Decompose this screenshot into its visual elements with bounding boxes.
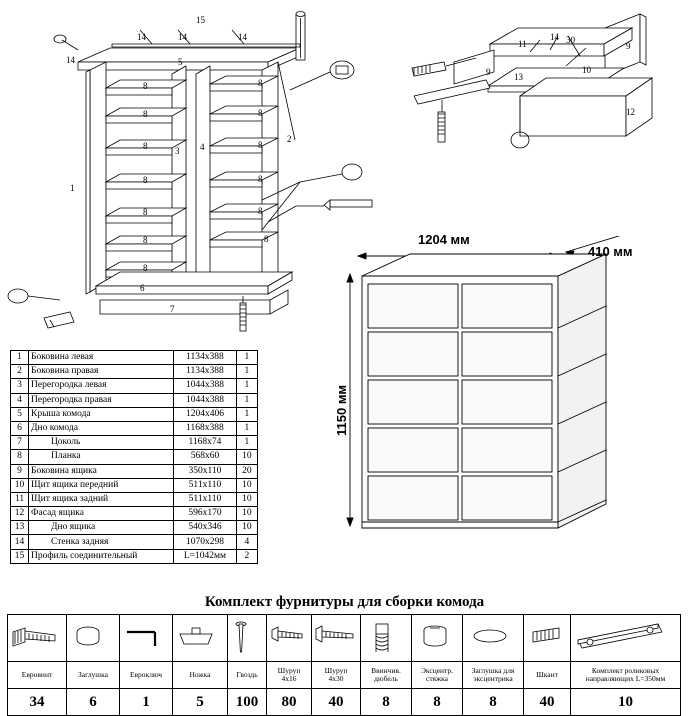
part-qty: 10: [236, 521, 257, 535]
hardware-name-sub: стяжка: [426, 674, 448, 683]
callout-b-10: 10: [582, 65, 591, 75]
part-no: 3: [11, 379, 29, 393]
hardware-qty: 40: [524, 689, 571, 716]
hardware-name-text: Комплект роликовых: [591, 665, 660, 675]
part-size: L=1042мм: [174, 549, 237, 563]
screw-4x30-icon-cell: [312, 615, 361, 662]
nail-icon-cell: [228, 615, 267, 662]
part-qty: 1: [236, 365, 257, 379]
part-name: Дно комода: [29, 421, 174, 435]
part-size: 1134х388: [174, 365, 237, 379]
callout-14-a: 14: [137, 32, 146, 42]
hardware-qty: 8: [412, 689, 463, 716]
part-size: 1070х298: [174, 535, 237, 549]
part-qty: 20: [236, 464, 257, 478]
table-row: [11, 549, 258, 563]
hardware-name-text: Заглушка для: [471, 665, 515, 675]
hardware-name-text: Заглушка: [78, 669, 108, 679]
hardware-name-text: Шуруп: [324, 665, 348, 675]
callout-14-b: 14: [178, 32, 187, 42]
callout-15: 15: [196, 15, 205, 25]
callout-1: 1: [70, 183, 75, 193]
hardware-name-text: Шуруп: [277, 665, 301, 675]
part-no: 13: [11, 521, 29, 535]
hardware-qty: 6: [67, 689, 120, 716]
part-qty: 10: [236, 492, 257, 506]
callout-b-11: 11: [518, 39, 527, 49]
part-name: Фасад ящика: [29, 507, 174, 521]
part-name: Щит ящика передний: [29, 478, 174, 492]
table-row: [11, 407, 258, 421]
dresser-dimensioned-view: [334, 232, 680, 556]
callout-8-12: 8: [264, 234, 269, 244]
table-row: [11, 436, 258, 450]
part-no: 8: [11, 450, 29, 464]
hardware-name-text: Евровинт: [21, 669, 53, 679]
table-row: [11, 521, 258, 535]
callout-6: 6: [140, 283, 145, 293]
hardware-name-sub: эксцентрика: [473, 674, 513, 683]
part-no: 2: [11, 365, 29, 379]
hardware-kit-table: [7, 614, 681, 716]
part-name: Профиль соединительный: [29, 549, 174, 563]
part-qty: 1: [236, 436, 257, 450]
callout-b-14: 14: [550, 32, 559, 42]
part-no: 9: [11, 464, 29, 478]
eccentric-tie-icon-cell: [412, 615, 463, 662]
callout-8-9: 8: [143, 207, 148, 217]
part-name: Перегородка левая: [29, 379, 174, 393]
callout-5: 5: [178, 57, 183, 67]
callout-b-13: 13: [514, 72, 523, 82]
part-name: Боковина левая: [29, 351, 174, 365]
part-size: 1168х388: [174, 421, 237, 435]
hardware-qty: 5: [173, 689, 228, 716]
part-no: 6: [11, 421, 29, 435]
hardware-name: [67, 662, 120, 689]
part-qty: 1: [236, 407, 257, 421]
hardware-kit-title: Комплект фурнитуры для сборки комода: [204, 594, 485, 610]
hardware-qty-row: [8, 689, 681, 716]
hardware-name: [412, 662, 463, 689]
hardware-name-sub: 4х30: [328, 674, 344, 683]
part-name: Дно ящика: [29, 521, 174, 535]
part-size: 596х170: [174, 507, 237, 521]
hardware-qty: 1: [120, 689, 173, 716]
dim-height-label: 1150 мм: [334, 384, 349, 436]
exploded-view-drawer: [390, 0, 689, 160]
callout-2: 2: [287, 134, 292, 144]
part-size: 1044х388: [174, 379, 237, 393]
callout-7: 7: [170, 304, 175, 314]
dim-depth-label: 410 мм: [588, 244, 633, 259]
part-no: 11: [11, 492, 29, 506]
dowel-icon-cell: [524, 615, 571, 662]
hardware-name-sub: дюбель: [374, 674, 398, 683]
table-row: [11, 421, 258, 435]
hardware-name: [361, 662, 412, 689]
hardware-name-sub: направляющих L=350мм: [585, 674, 666, 683]
part-size: 1204х406: [174, 407, 237, 421]
part-name: Боковина ящика: [29, 464, 174, 478]
table-row: [11, 351, 258, 365]
part-no: 12: [11, 507, 29, 521]
part-name: Цоколь: [29, 436, 174, 450]
part-qty: 1: [236, 351, 257, 365]
part-qty: 1: [236, 379, 257, 393]
hardware-qty: 80: [267, 689, 312, 716]
table-row: [11, 450, 258, 464]
part-no: 15: [11, 549, 29, 563]
part-no: 1: [11, 351, 29, 365]
table-row: [11, 535, 258, 549]
exploded-view-carcass: [0, 0, 380, 345]
callout-8-6: 8: [258, 140, 263, 150]
table-row: [11, 393, 258, 407]
part-no: 7: [11, 436, 29, 450]
callout-8-2: 8: [258, 78, 263, 88]
roller-guides-icon-cell: [571, 615, 681, 662]
callout-8-11: 8: [143, 235, 148, 245]
callout-8-4: 8: [258, 108, 263, 118]
hardware-name-text: Шкант: [536, 669, 558, 679]
hardware-name-text: Ввинчив.: [371, 665, 401, 675]
callout-14-d: 14: [66, 55, 75, 65]
callout-3: 3: [175, 146, 180, 156]
hardware-name: [173, 662, 228, 689]
hardware-name: [8, 662, 67, 689]
part-name: Перегородка правая: [29, 393, 174, 407]
callout-4: 4: [200, 142, 205, 152]
table-row: [11, 507, 258, 521]
hardware-name: [120, 662, 173, 689]
part-name: Боковина правая: [29, 365, 174, 379]
part-qty: 4: [236, 535, 257, 549]
hardware-name: [463, 662, 524, 689]
callout-8-5: 8: [143, 141, 148, 151]
callout-8-10: 8: [258, 206, 263, 216]
hardware-name: [228, 662, 267, 689]
screw-in-dowel-icon-cell: [361, 615, 412, 662]
part-size: 1044х388: [174, 393, 237, 407]
parts-list-body: [11, 351, 258, 564]
part-no: 4: [11, 393, 29, 407]
callout-8-13: 8: [143, 263, 148, 273]
part-name: Щит ящика задний: [29, 492, 174, 506]
part-size: 350х110: [174, 464, 237, 478]
callout-8-1: 8: [143, 81, 148, 91]
hardware-names-row: [8, 662, 681, 689]
hardware-qty: 40: [312, 689, 361, 716]
hardware-name: [571, 662, 681, 689]
hardware-qty: 34: [8, 689, 67, 716]
hardware-name-text: Ножка: [189, 669, 211, 679]
part-no: 10: [11, 478, 29, 492]
leg-icon-cell: [173, 615, 228, 662]
part-no: 5: [11, 407, 29, 421]
part-size: 1168х74: [174, 436, 237, 450]
part-qty: 10: [236, 478, 257, 492]
hardware-qty: 100: [228, 689, 267, 716]
hardware-qty: 8: [361, 689, 412, 716]
callout-14-c: 14: [238, 32, 247, 42]
callout-b-30: 30: [566, 35, 575, 45]
euro-key-icon-cell: [120, 615, 173, 662]
table-row: [11, 478, 258, 492]
hardware-icons-row: [8, 615, 681, 662]
callout-8-3: 8: [143, 109, 148, 119]
eccentric-cap-icon-cell: [463, 615, 524, 662]
callout-b-9a: 9: [626, 41, 631, 51]
hardware-qty: 8: [463, 689, 524, 716]
hardware-name-text: Эксцентр.: [420, 665, 454, 675]
part-qty: 10: [236, 450, 257, 464]
cap-icon-cell: [67, 615, 120, 662]
callout-8-8: 8: [258, 174, 263, 184]
part-no: 14: [11, 535, 29, 549]
table-row: [11, 492, 258, 506]
table-row: [11, 365, 258, 379]
table-row: [11, 379, 258, 393]
screw-4x16-icon-cell: [267, 615, 312, 662]
hardware-name-sub: 4х16: [281, 674, 297, 683]
euro-screw-icon-cell: [8, 615, 67, 662]
part-qty: 1: [236, 393, 257, 407]
part-name: Планка: [29, 450, 174, 464]
callout-b-9b: 9: [486, 67, 491, 77]
hardware-name-text: Гвоздь: [236, 669, 258, 679]
callout-8-7: 8: [143, 175, 148, 185]
dim-width-label: 1204 мм: [418, 232, 470, 247]
hardware-name: [312, 662, 361, 689]
part-size: 1134х388: [174, 351, 237, 365]
part-qty: 1: [236, 421, 257, 435]
hardware-name-text: Евроключ: [129, 669, 163, 679]
hardware-name: [267, 662, 312, 689]
part-size: 511х110: [174, 478, 237, 492]
part-size: 568х60: [174, 450, 237, 464]
hardware-name: [524, 662, 571, 689]
hardware-qty: 10: [571, 689, 681, 716]
part-name: Стенка задняя: [29, 535, 174, 549]
table-row: [11, 464, 258, 478]
part-qty: 2: [236, 549, 257, 563]
part-size: 540х346: [174, 521, 237, 535]
callout-b-12: 12: [626, 107, 635, 117]
part-qty: 10: [236, 507, 257, 521]
part-size: 511х110: [174, 492, 237, 506]
part-name: Крыша комода: [29, 407, 174, 421]
parts-list-table: [10, 350, 258, 564]
